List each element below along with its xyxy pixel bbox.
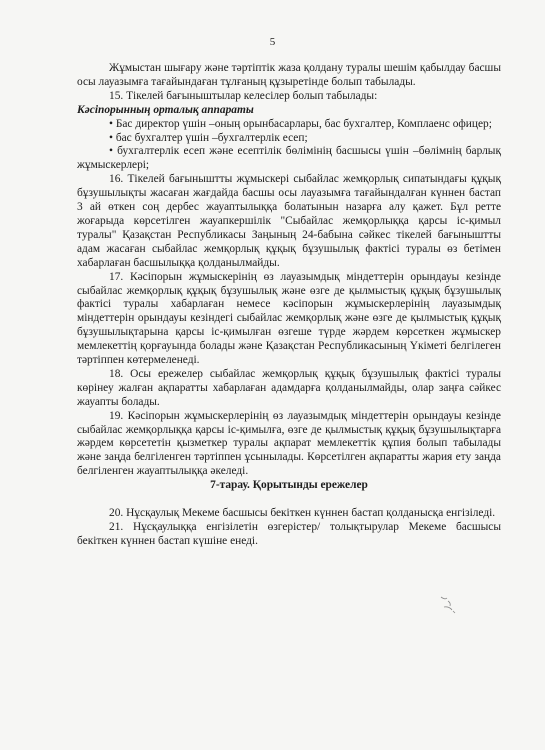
list-item-chief-accountant: • бас бухгалтер үшін –бухгалтерлік есеп; [109, 131, 308, 144]
list-item-accounting-head: • бухгалтерлік есеп және есептілік бөлімінің басшысы үшін –бөлімнің барлық жұмыскерлері; [77, 145, 501, 172]
paragraph-15: 15. Тікелей бағыныштылар келесілер болып табылады: [109, 89, 378, 102]
paragraph-18: 18. Осы ережелер сыбайлас жемқорлық құқық бұзушылық фактісі туралы көрінеу жалған ақпаратты хабарлаған адамдарға қолданылмайды, олар заңға сәйкес жауапты болады. [77, 367, 501, 408]
paragraph-21: 21. Нұсқаулыққа енгізілетін өзгерістер/ толықтырулар Мекеме басшысы бекіткен күннен бастап күшіне енеді. [77, 521, 501, 547]
paragraph-19: 19. Кәсіпорын жұмыскерлерінің өз лауазымдық міндеттерін орындауы кезінде сыбайлас жемқорлыққа қарсы іс-қимылға, өзге де қылмыстық құқық бұзушылықтарға жәрдем көрсететін қызметкер туралы ақпарат мемлекеттік құпия болып табылады және заңда белгіленген тәртіппен ұсынылады. Көрсетілген ақпаратты жария ету заңда белгіленген жауаптылыққа әкеледі. [77, 409, 501, 478]
list-item-director: • Бас директор үшін –оның орынбасарлары, бас бухгалтер, Комплаенс офицер; [109, 117, 492, 130]
paragraph-17: 17. Кәсіпорын жұмыскерінің өз лауазымдық міндеттерін орындауы кезінде сыбайлас жемқорлық құқық бұзушылық және өзге де қылмыстық құқық бұзушылық фактісі туралы хабарлаған немесе кәсіпорын жұмыскерлерінің лауазымдық міндеттерін орындауы кезіндегі сыбайлас жемқорлық және өзге де қылмыстық құқық бұзушылықтарына қарсы іс-қимылған өзгеше түрде жәрдем көрсеткен жұмыскер мемлекеттің қорғауында болады және Қазақстан Республикасының Үкіметі белгілеген тәртіппен көтермеленеді. [77, 270, 501, 367]
paragraph-20: 20. Нұсқаулық Мекеме басшысы бекіткен күннен бастап қолданысқа енгізіледі. [109, 507, 496, 520]
paragraph-dismissal-decision: Жұмыстан шығару және тәртіптік жаза қолдану туралы шешім қабылдау басшы осы лауазымға тағайындаған тұлғаның құзыретінде болып табылады. [77, 62, 501, 88]
paragraph-16: 16. Тікелей бағыныштты жұмыскері сыбайлас жемқорлық сипатындағы құқық бұзушылықты жасаған жағдайда басшы осы лауазымға тағайындалған күннен бастап 3 ай өткен соң дербес жауаптылыққа болатынын назарға алу қажет. Бұл ретте жоғарыда көрсетілген жауапкершілік "Сыбайлас жемқорлыққа қарсы іс-қимыл туралы" Қазақстан Республикасы Заңының 24-бабына сәйкес тікелей бағыныштты адам жасаған сыбайлас жемқорлық құқық бұзушылық фактісі туралы өз бетімен хабарлаған басшылыққа қолданылмайды. [77, 173, 501, 269]
subheading-central-office: Кәсіпорынның орталық аппараты [77, 103, 254, 116]
document-body [77, 62, 501, 549]
chapter-heading: 7-тарау. Қорытынды ережелер [210, 479, 368, 492]
section-gap [77, 493, 501, 507]
pen-mark-icon [438, 593, 458, 615]
page-number: 5 [269, 36, 276, 48]
